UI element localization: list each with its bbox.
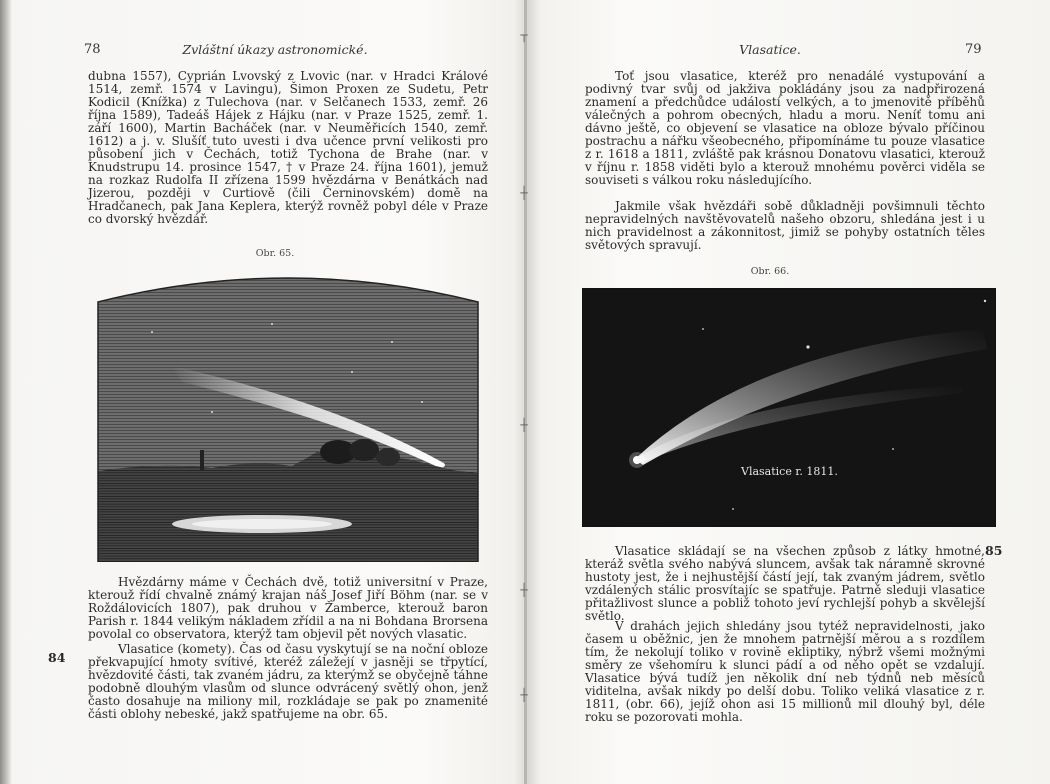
paragraph: Toť jsou vlasatice, kteréž pro nenadálé vystupování a podivný tvar svůj od jakživa pokládány jsou za nadpřirozená znamení a předchůdce událostí velkých, a to jmenovitě příběhů válečných a pohrom obecných, hladu a moru. Neníť tomu ani dávno ještě, co objevení se vlasatice na obloze bývalo příčinou postrachu a nářku všeobecného, připomínáme tu pouze vlasatice z r. 1618 a 1811, zvláště pak krásnou Donatovu vlasatici, kterouž v říjnu r. 1858 viděti bylo a kterouž mnohému pověrci viděla se souviseti s válkou roku následujícího. — [585, 69, 985, 187]
stitch-mark: ┬ — [520, 28, 528, 42]
figure-caption: Obr. 65. — [255, 248, 295, 259]
figure-caption: Obr. 66. — [750, 266, 790, 277]
paragraph: V drahách jejich shledány jsou tytéž nepravidelnosti, jako časem u oběžnic, jen že mnohem patrnější měrou a s rozdílem tím, že nekolují toliko v rovině ekliptiky, nýbrž všemi možnými směry ze všehomíru k slunci pádí a od něho opět se vzdalují. Vlasatice bývá tudíž jen několik dní neb týdnů neb měsíců viditelna, avšak nikdy po delší dobu. Toliko veliká vlasatice z r. 1811, (obr. 66), jejíž ohon asi 15 millionů mil dlouhý byl, déle roku se pozorovati mohla. — [585, 619, 985, 724]
stitch-mark: ┼ — [520, 688, 528, 702]
right-page — [555, 0, 1025, 784]
stitch-mark: ┼ — [520, 418, 528, 432]
paragraph: Hvězdárny máme v Čechách dvě, totiž universitní v Praze, kterouž řídí chvalně známý krajan náš Josef Jiří Böhm (nar. se v Roždálovicích 1807), pak druhou v Žamberce, kterouž baron Parish r. 1844 velikým nákladem zřídil a na ni Bohdana Brorsena povolal co observatora, kterýž tam objevil pět nových vlasatic. — [88, 575, 488, 641]
paragraph: Vlasatice (komety). Čas od času vyskytují se na noční obloze překvapující hmoty svítivé, kteréž záležejí v jasněji se třpytící, hvězdovité části, tak zvaném jádru, za kterýmž se obyčejně táhne podobně dlouhým vlasům od slunce odvrácený světlý ohon, jenž často dosahuje na miliony mil, rozkládaje se pak po znamenité části oblohy nebeské, jakž spatřujeme na obr. 65. — [88, 642, 488, 721]
stitch-mark: ┼ — [520, 583, 528, 597]
running-head: Vlasatice. — [739, 42, 801, 57]
page-number: 78 — [84, 42, 101, 57]
paragraph: dubna 1557), Cyprián Lvovský z Lvovic (nar. v Hradci Králové 1514, zemř. 1574 v Lavingu), Šimon Proxen ze Sudetu, Petr Kodicil (Knížka) z Tulechova (nar. v Selčanech 1533, zemř. 26 října 1589), Tadeáš Hájek z Hájku (nar. v Praze 1525, zemř. 1. září 1600), Martin Bacháček (nar. v Neuměřicích 1540, zemř. 1612) a j. v. Slušíť tuto uvesti i dva učence první velikosti pro působení jich v Čechách, totiž Tychona de Brahe (nar. v Knudstrupu 14. prosince 1547, † v Praze 24. října 1601), jemuž na rozkaz Rudolfa II zřízena 1599 hvězdárna v Benátkách nad Jizerou, později v Curtiově (čili Černinovském) domě na Hradčanech, pak Jana Keplera, kterýž rovněž pobyl déle v Praze co dvorský hvězdář. — [88, 69, 488, 226]
comet-illustration — [583, 289, 995, 526]
comet-1811-figure — [583, 289, 995, 526]
left-page — [40, 0, 510, 784]
paragraph: Jakmile však hvězdáři sobě důkladněji povšimnuli těchto nepravidelných navštěvovatelů našeho obzoru, shledána jest i u nich pravidelnost a zákonnitost, jimiž se pohyby ostatních těles světových spravují. — [585, 199, 985, 252]
margin-number: 85 — [985, 543, 1003, 558]
book-gutter — [524, 0, 527, 784]
page-number: 79 — [965, 42, 982, 57]
comet-engraving-figure — [92, 262, 484, 562]
stitch-mark: ┼ — [520, 186, 528, 200]
margin-number: 84 — [48, 650, 66, 665]
figure-label: Vlasatice r. 1811. — [741, 465, 838, 478]
running-head: Zvláštní úkazy astronomické. — [182, 42, 368, 57]
paragraph: Vlasatice skládají se na všechen způsob z látky hmotné, kteráž světla svého nabývá sluncem, avšak tak náramně skrovné hustoty jest, že i nejhustější částí její, tak zvaným jádrem, světlo vzdálených stálic prosvítajíc se spatřuje. Patrně sleduji vlasatice přitažlivost slunce a pobliž tohoto jeví rychlejší pohyb a skvělejší světlo. — [585, 544, 985, 623]
page-edge — [0, 0, 12, 784]
